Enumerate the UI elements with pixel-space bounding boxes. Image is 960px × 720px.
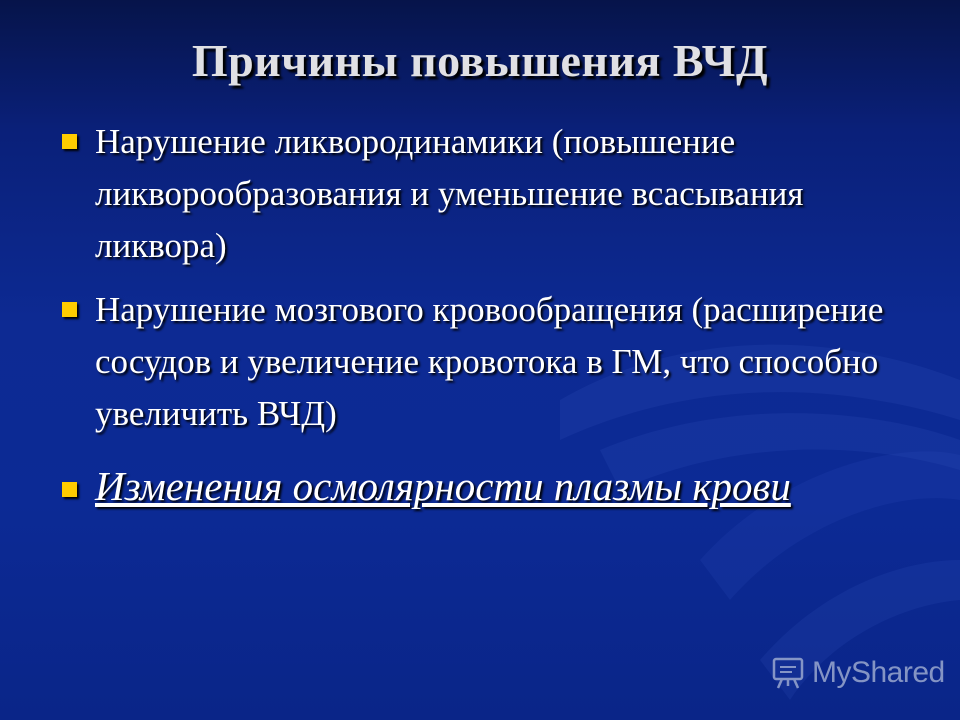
bullet-square-icon xyxy=(62,482,77,497)
watermark xyxy=(770,655,945,691)
presentation-board-icon xyxy=(770,655,806,691)
bullet-item xyxy=(62,284,902,440)
watermark-text: MyShared xyxy=(812,656,945,689)
slide-title: Причины повышения ВЧД xyxy=(191,35,769,86)
bullet-text-emphasized: Изменения осмолярности плазмы крови xyxy=(95,463,791,509)
bullet-text: Нарушение мозгового кровообращения (расширение сосудов и увеличение кровотока в ГМ, что способно увеличить ВЧД) xyxy=(95,290,884,433)
bullet-item xyxy=(62,460,902,515)
bullet-text: Нарушение ликвородинамики (повышение ликворообразования и уменьшение всасывания ликвора) xyxy=(95,122,804,265)
bullet-list xyxy=(62,116,902,515)
bullet-square-icon xyxy=(62,134,77,149)
bullet-square-icon xyxy=(62,302,77,317)
bullet-item xyxy=(62,116,902,272)
